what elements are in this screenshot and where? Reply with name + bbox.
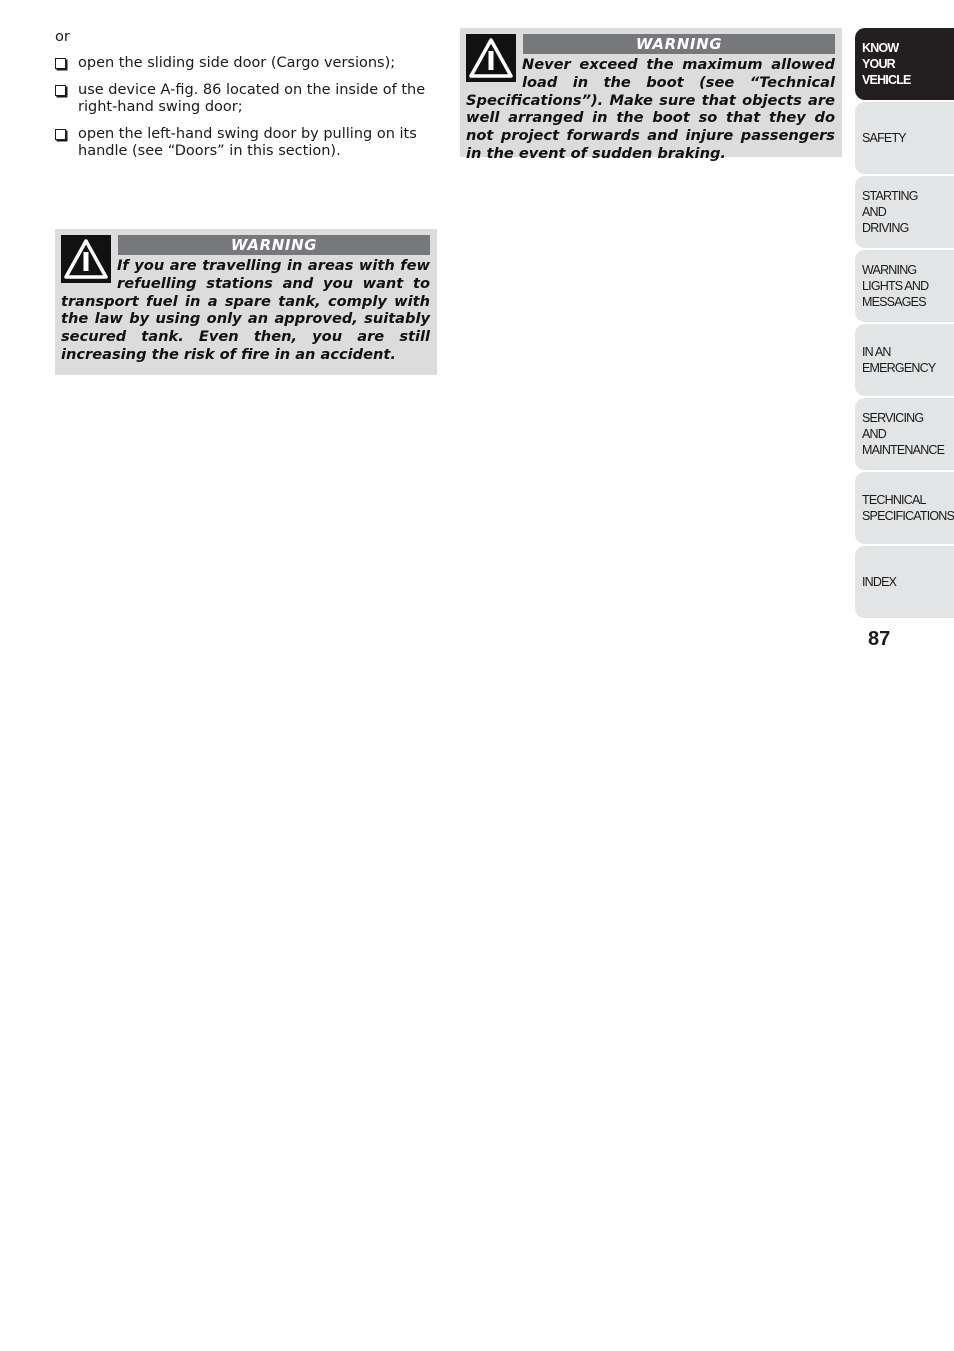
tab-label-line: WARNING — [862, 263, 917, 277]
tab-label-line: MESSAGES — [862, 295, 926, 309]
warning-text: If you are travelling in areas with few refuelling stations and you want to transport fuel in a spare tank, comply with the law by using only an approved, suitably secured tank. Even then, you are still increasing the risk of fire in an accident. — [61, 257, 430, 363]
tab-label-line: SPECIFICATIONS — [862, 509, 954, 523]
tab-label-line: MAINTENANCE — [862, 443, 945, 457]
checkbox-bullet-icon — [55, 58, 66, 69]
tab-index[interactable] — [855, 546, 954, 618]
tab-label-line: INDEX — [862, 575, 897, 589]
tab-in-an-emergency[interactable] — [855, 324, 954, 396]
tab-label-line: DRIVING — [862, 221, 909, 235]
tab-servicing-and-maintenance[interactable] — [855, 398, 954, 470]
section-tabs — [855, 28, 954, 620]
tab-label-line: VEHICLE — [862, 73, 911, 87]
list-item — [55, 82, 437, 117]
or-text: or — [55, 29, 70, 45]
tab-label-line: AND — [862, 427, 886, 441]
tab-label-line: SAFETY — [862, 131, 906, 145]
checkbox-bullet-icon — [55, 129, 66, 140]
tab-technical-specifications[interactable] — [855, 472, 954, 544]
warning-text: Never exceed the maximum allowed load in the boot (see “Technical Specifications”). Make sure that objects are well arranged in the boot so that they do not project forwards and injure passengers in the event of sudden braking. — [466, 56, 835, 162]
warning-title: WARNING — [523, 34, 835, 54]
checkbox-bullet-icon — [55, 85, 66, 96]
tab-safety[interactable] — [855, 102, 954, 174]
list-item-text: open the left-hand swing door by pulling on its handle (see “Doors” in this section). — [78, 125, 417, 159]
tab-label-line: TECHNICAL — [862, 493, 926, 507]
tab-know-your-vehicle[interactable] — [855, 28, 954, 100]
tab-label-line: YOUR — [862, 57, 895, 71]
page-number: 87 — [868, 628, 891, 650]
tab-label-line: EMERGENCY — [862, 361, 936, 375]
list-item-text: use device A-fig. 86 located on the inside of the right-hand swing door; — [78, 81, 426, 115]
list-item — [55, 126, 437, 161]
list-item — [55, 55, 437, 73]
tab-label-line: STARTING — [862, 189, 918, 203]
tab-label-line: IN AN — [862, 345, 891, 359]
warning-box-fuel — [55, 229, 437, 375]
bullet-list — [55, 55, 437, 161]
warning-triangle-icon — [466, 34, 516, 82]
left-column — [55, 28, 437, 170]
list-item-text: open the sliding side door (Cargo versions); — [78, 55, 396, 71]
tab-warning-lights-and-messages[interactable] — [855, 250, 954, 322]
tab-label-line: KNOW — [862, 41, 899, 55]
tab-label-line: LIGHTS AND — [862, 279, 929, 293]
tab-starting-and-driving[interactable] — [855, 176, 954, 248]
warning-box-load — [460, 28, 842, 162]
tab-label-line: SERVICING — [862, 411, 924, 425]
warning-title: WARNING — [118, 235, 430, 255]
tab-label-line: AND — [862, 205, 886, 219]
warning-triangle-icon — [61, 235, 111, 283]
